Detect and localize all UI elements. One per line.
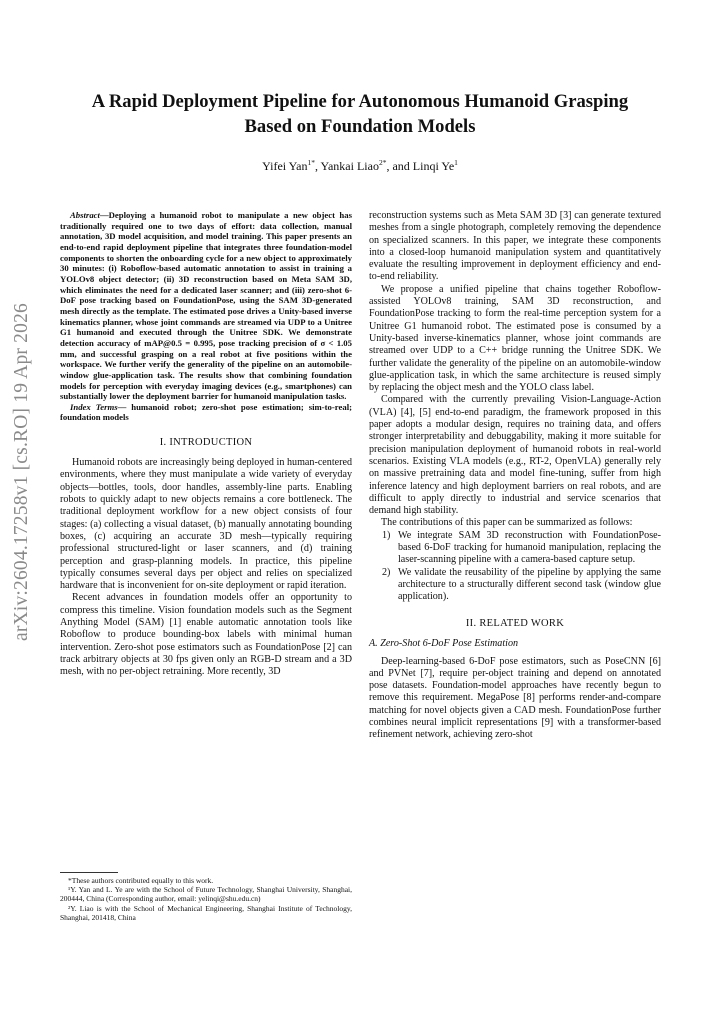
intro-paragraph-6: The contributions of this paper can be summarized as follows: <box>381 517 633 529</box>
author-1-affil: 1* <box>307 158 315 167</box>
right-column <box>369 210 661 742</box>
footnote-equal-contribution: *These authors contributed equally to this work. <box>68 876 214 885</box>
related-paragraph-1: Deep-learning-based 6-DoF pose estimators, such as PoseCNN [6] and PVNet [7], require per-object training and depend on annotated pose datasets. Foundation-model approaches have recently begun to remove this requirement. MegaPose [8] performs render-and-compare matching for novel objects given a CAD mesh. FoundationPose further combines neural implicit representations [9] with a transformer-based refinement network, achieving zero-shot <box>369 655 661 741</box>
footnote-rule <box>60 872 118 873</box>
index-terms-label: Index Terms <box>70 401 118 412</box>
author-3-affil: 1 <box>454 158 458 167</box>
author-list <box>60 158 660 174</box>
author-sep-2: , and <box>386 159 413 173</box>
contribution-number: 2) <box>382 566 391 578</box>
abstract-label: Abstract <box>70 210 100 220</box>
footnotes <box>60 872 352 922</box>
author-sep-1: , <box>314 159 321 173</box>
abstract <box>60 210 352 402</box>
paper-title <box>60 89 660 139</box>
intro-paragraph-1: Humanoid robots are increasingly being deployed in human-centered environments, where they must manipulate a wide variety of everyday objects—bottles, tools, door handles, assembly-line parts. Enabling robots to quickly adapt to new objects remains a core bottleneck. The traditional deployment workflow for a new object consists of four stages: (a) collecting a visual dataset, (b) manually annotating bounding boxes, (c) acquiring an accurate 3D mesh—typically requiring professional structured-light or laser scanners, and (d) training perception and grasp-planning models. In practice, this pipeline typically consumes several days per object and relies on specialized hardware that is inconvenient for on-site deployment or rapid iteration. <box>60 457 352 592</box>
arxiv-stamp <box>2 282 42 662</box>
contribution-item <box>369 567 661 604</box>
index-terms-text: — humanoid robot; zero-shot pose estimation; sim-to-real; foundation models <box>60 401 353 423</box>
intro-paragraph-4: We propose a unified pipeline that chains together Roboflow-assisted YOLOv8 training, SAM 3D reconstruction, and FoundationPose tracking to form the real-time perception system for a Unitree G1 humanoid robot. The estimated pose is consumed by a Unity-based inverse-kinematics planner, whose joint commands are streamed over UDP to a C++ bridge running the Unitree SDK. We further validate the generality of the pipeline on an automobile-window glue-application task, in which the same architecture is reused simply by replacing the object mesh and the YOLO class label. <box>369 283 661 394</box>
intro-paragraph-3: reconstruction systems such as Meta SAM 3D [3] can generate textured meshes from a single photograph, completely removing the dependence on specialized scanners. In this paper, we integrate these components into a closed-loop humanoid manipulation system and quantitatively evaluate the resulting improvement in deployment efficiency and end-to-end reliability. <box>369 210 661 283</box>
title-line-2: Based on Foundation Models <box>244 116 476 137</box>
footnote-affiliation-1: ¹Y. Yan and L. Ye are with the School of Future Technology, Shanghai University, Shanghai, 200444, China (Corresponding author, email: yelinqi@shu.edu.cn) <box>60 885 352 904</box>
intro-paragraph-2: Recent advances in foundation models offer an opportunity to compress this timeline. Vision foundation models such as the Segment Anything Model (SAM) [1] enable automatic annotation tools like Roboflow to produce bounding-box labels with minimal human intervention. Zero-shot pose estimators such as FoundationPose [2] can track arbitrary objects at 30 fps given only an RGB-D stream and a 3D mesh, with no per-object retraining. More recently, 3D <box>60 592 352 678</box>
contribution-text: We integrate SAM 3D reconstruction with FoundationPose-based 6-DoF tracking for humanoid manipulation, replacing the laser-scanning pipeline with a camera-based capture setup. <box>398 529 661 566</box>
contributions-list <box>369 530 661 604</box>
index-terms <box>60 402 352 423</box>
intro-paragraph-5: Compared with the currently prevailing Vision-Language-Action (VLA) [4], [5] end-to-end paradigm, the framework proposed in this paper adopts a modular design, requires no training data, and offers stronger interpretability and debuggability, making it more suitable for precision manipulation deployment of humanoid robots in real-world scenarios. Existing VLA models (e.g., RT-2, OpenVLA) generally rely on massive pretraining data and model fine-tuning, suffer from high inference latency and high deployment barriers on real robots, and are difficult to apply directly to industrial and service scenarios that demand high stability. <box>369 394 661 517</box>
section-heading-related-work: II. RELATED WORK <box>465 617 565 629</box>
contribution-item <box>369 530 661 567</box>
contribution-text: We validate the reusability of the pipeline by applying the same architecture to a structurally different second task (window glue application). <box>398 566 661 603</box>
contribution-number: 1) <box>382 529 391 541</box>
abstract-text: —Deploying a humanoid robot to manipulate a new object has traditionally required one to two days of effort: data collection, manual annotation, 3D model acquisition, and model training. This paper presents an end-to-end rapid deployment pipeline that integrates three foundation-model components to shorten the onboarding cycle for a new object to approximately 30 minutes: (i) Roboflow-based automatic annotation to assist in training a YOLOv8 object detector; (ii) 3D reconstruction based on Meta SAM 3D, which eliminates the need for a dedicated laser scanner; and (iii) zero-shot 6-DoF pose tracking based on FoundationPose, using the SAM 3D-generated mesh directly as the template. The estimated pose drives a Unity-based inverse kinematics planner, whose joint commands are streamed via UDP to a Unitree G1 humanoid and executed through the Unitree SDK. We demonstrate detection accuracy of mAP@0.5 = 0.995, pose tracking precision of σ < 1.05 mm, and successful grasping on a real robot at five positions within the workspace. We further verify the generality of the pipeline on an automobile-window glue-application task. The results show that combining foundation models for perception with everyday imaging devices (e.g., smartphones) can substantially lower the deployment barrier for humanoid manipulation tasks. <box>60 210 352 402</box>
footnote-affiliation-2: ²Y. Liao is with the School of Mechanical Engineering, Shanghai Institute of Technology, Shanghai, 201418, China <box>60 903 352 922</box>
author-3: Linqi Ye <box>412 159 455 173</box>
left-column <box>60 210 352 678</box>
author-2-affil: 2* <box>378 158 387 167</box>
title-line-1: A Rapid Deployment Pipeline for Autonomous Humanoid Grasping <box>91 91 629 112</box>
section-heading-introduction: I. INTRODUCTION <box>159 437 253 449</box>
arxiv-stamp-text: arXiv:2604.17258v1 [cs.RO] 19 Apr 2026 <box>11 303 32 641</box>
subsection-heading-pose-estimation: A. Zero-Shot 6-DoF Pose Estimation <box>369 637 519 649</box>
author-1: Yifei Yan <box>262 159 308 173</box>
author-2: Yankai Liao <box>320 159 379 173</box>
